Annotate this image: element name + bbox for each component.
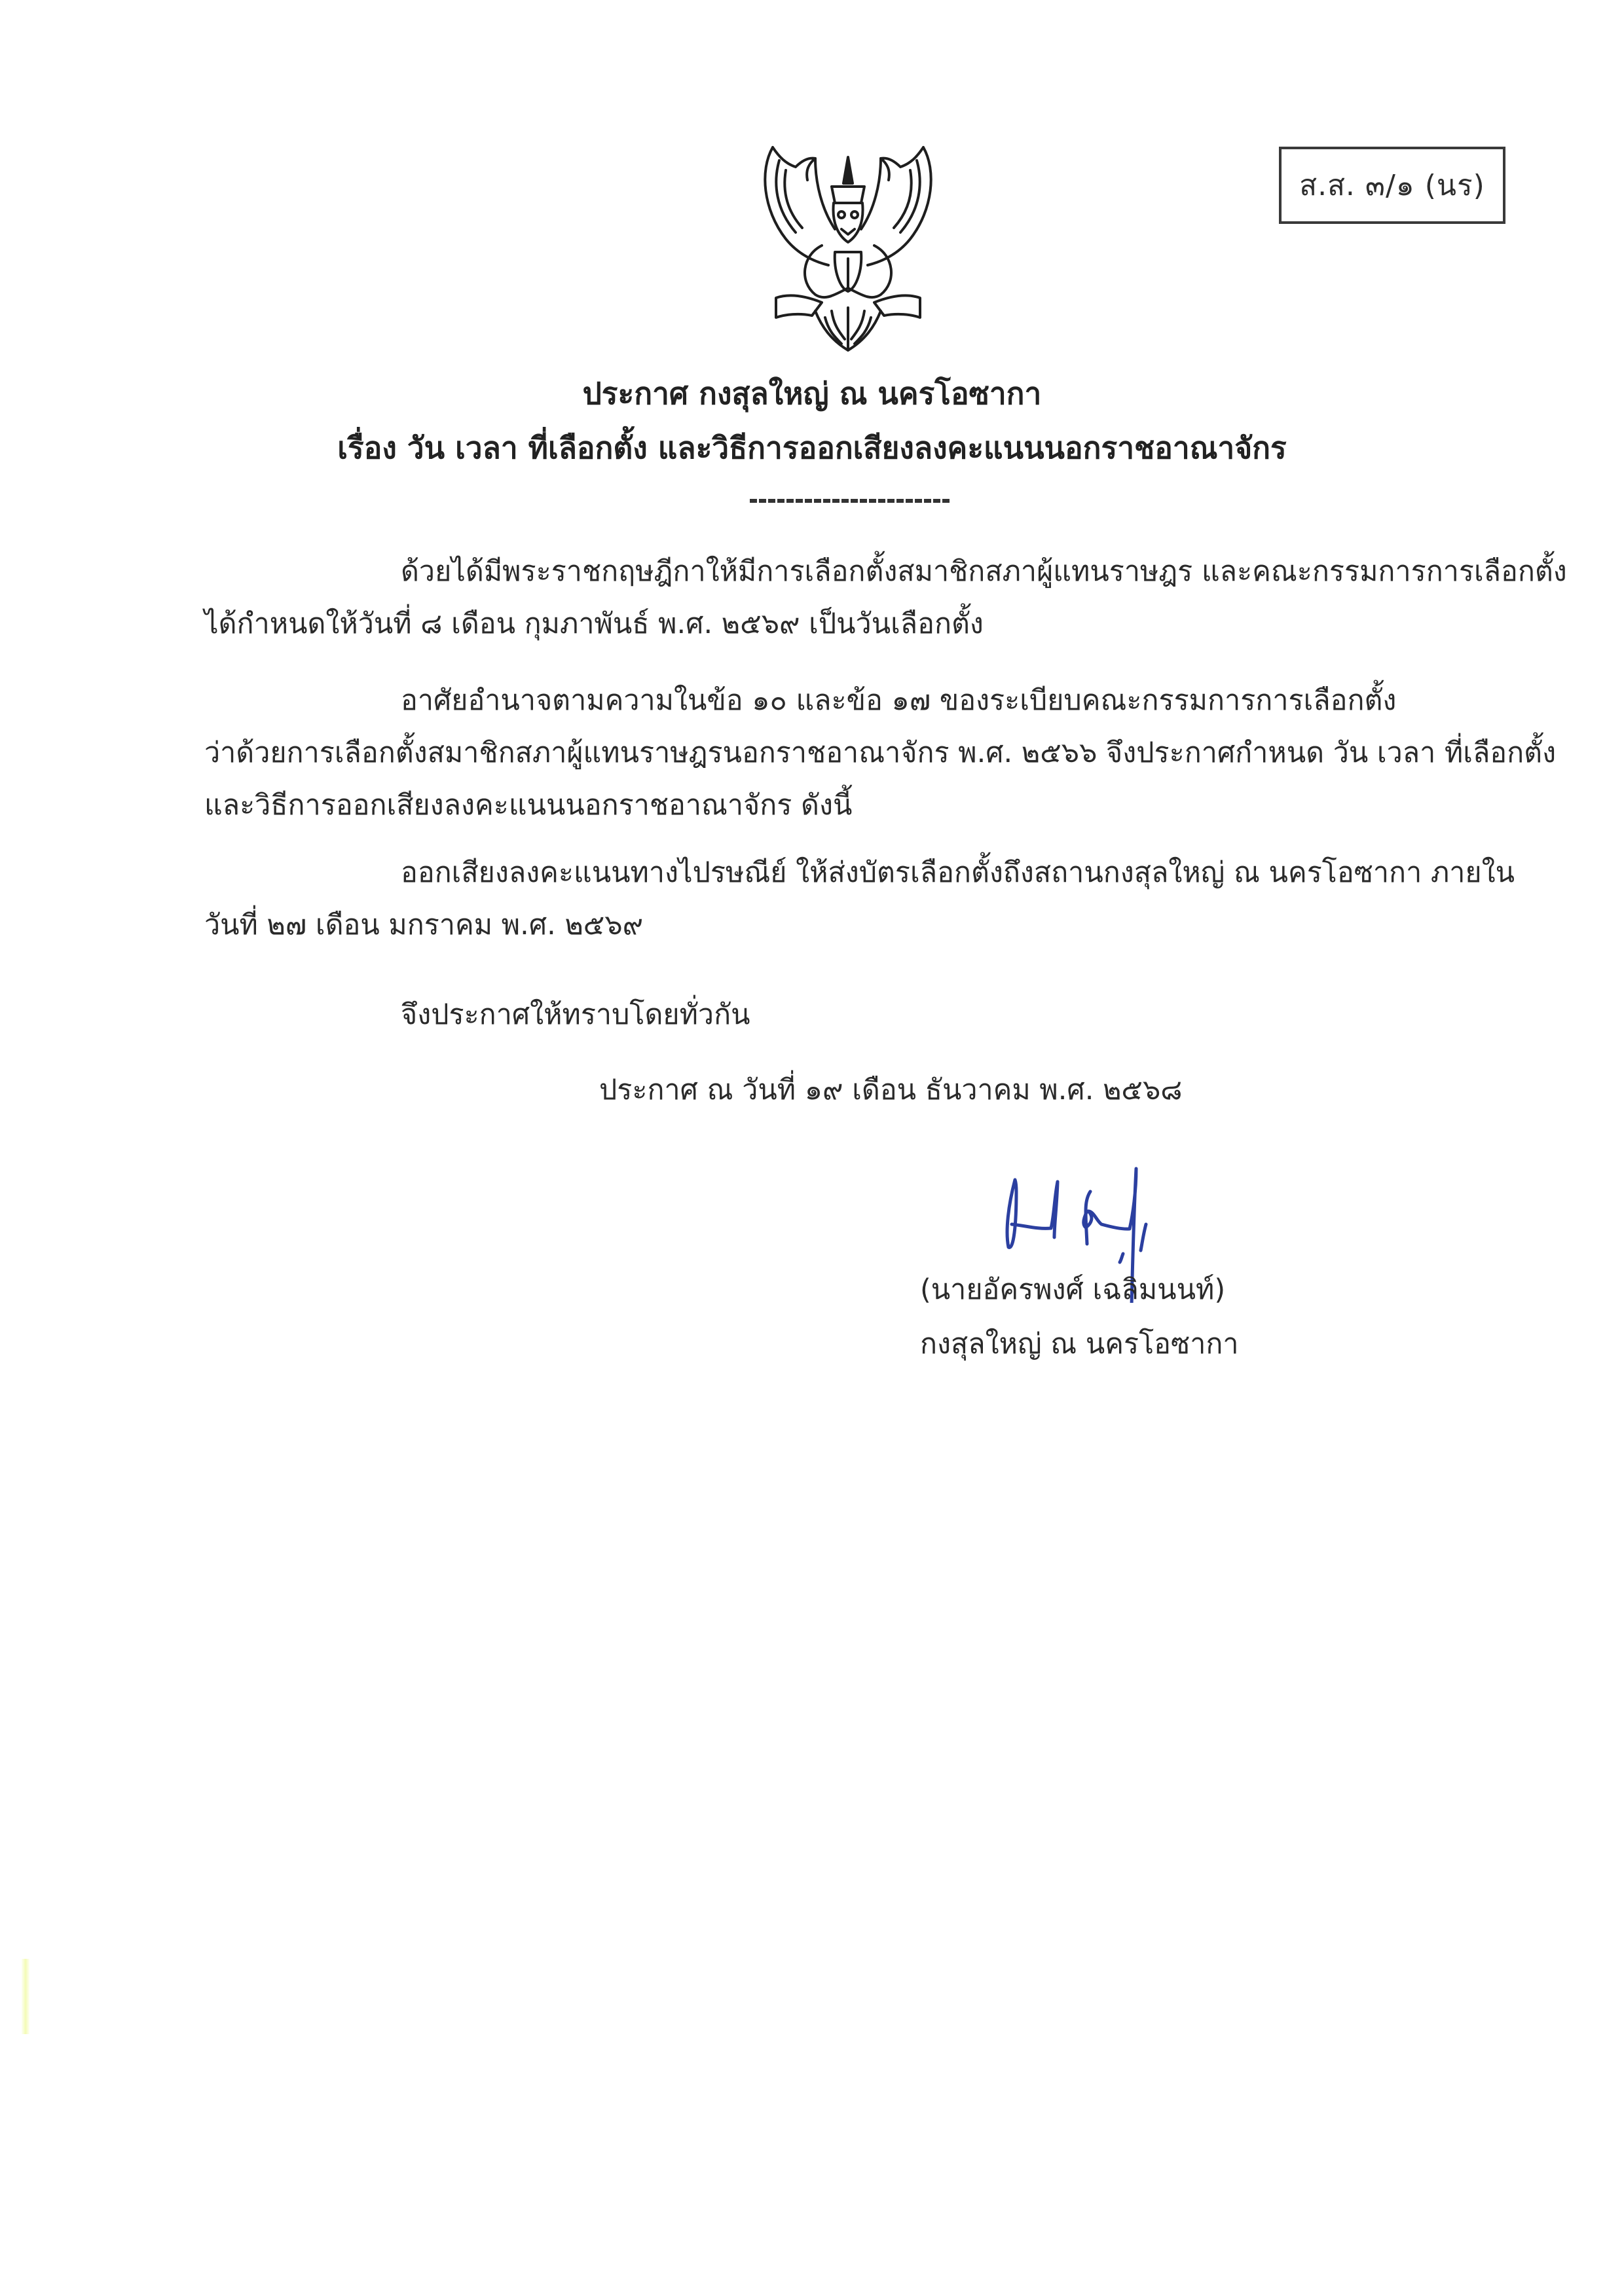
paragraph-line: วันที่ ๒๗ เดือน มกราคม พ.ศ. ๒๕๖๙: [204, 909, 644, 941]
paragraph-line: ว่าด้วยการเลือกตั้งสมาชิกสภาผู้แทนราษฎรนอกราชอาณาจักร พ.ศ. ๒๕๖๖ จึงประกาศกำหนด วัน เวลา ที่เลือกตั้ง: [204, 737, 1557, 769]
closing-statement: จึงประกาศให้ทราบโดยทั่วกัน: [401, 998, 750, 1031]
garuda-emblem-icon: [750, 131, 946, 357]
form-code-box: [1279, 147, 1505, 224]
form-code: ส.ส. ๓/๑ (นร): [1299, 169, 1485, 202]
paragraph-line: อาศัยอำนาจตามความในข้อ ๑๐ และข้อ ๑๗ ของระเบียบคณะกรรมการการเลือกตั้ง: [401, 684, 1397, 717]
signatory-position: กงสุลใหญ่ ณ นครโอซากา: [920, 1328, 1239, 1360]
announcement-date: ประกาศ ณ วันที่ ๑๙ เดือน ธันวาคม พ.ศ. ๒๕๖๘: [599, 1074, 1183, 1106]
paragraph-line: ได้กำหนดให้วันที่ ๘ เดือน กุมภาพันธ์ พ.ศ. ๒๕๖๙ เป็นวันเลือกตั้ง: [204, 608, 984, 640]
signatory-name: (นายอัครพงศ์ เฉลิมนนท์): [920, 1273, 1226, 1306]
paragraph-line: ด้วยได้มีพระราชกฤษฎีกาให้มีการเลือกตั้งสมาชิกสภาผู้แทนราษฎร และคณะกรรมการการเลือกตั้ง: [401, 555, 1567, 588]
paragraph-line: ออกเสียงลงคะแนนทางไปรษณีย์ ให้ส่งบัตรเลือกตั้งถึงสถานกงสุลใหญ่ ณ นครโอซากา ภายใน: [401, 856, 1515, 889]
title-separator: [750, 499, 950, 503]
announcement-subject: เรื่อง วัน เวลา ที่เลือกตั้ง และวิธีการออกเสียงลงคะแนนนอกราชอาณาจักร: [337, 430, 1287, 465]
paragraph-line: และวิธีการออกเสียงลงคะแนนนอกราชอาณาจักร ดังนี้: [204, 789, 853, 822]
scan-artifact: [22, 1959, 29, 2034]
announcement-title: ประกาศ กงสุลใหญ่ ณ นครโอซากา: [582, 376, 1042, 411]
